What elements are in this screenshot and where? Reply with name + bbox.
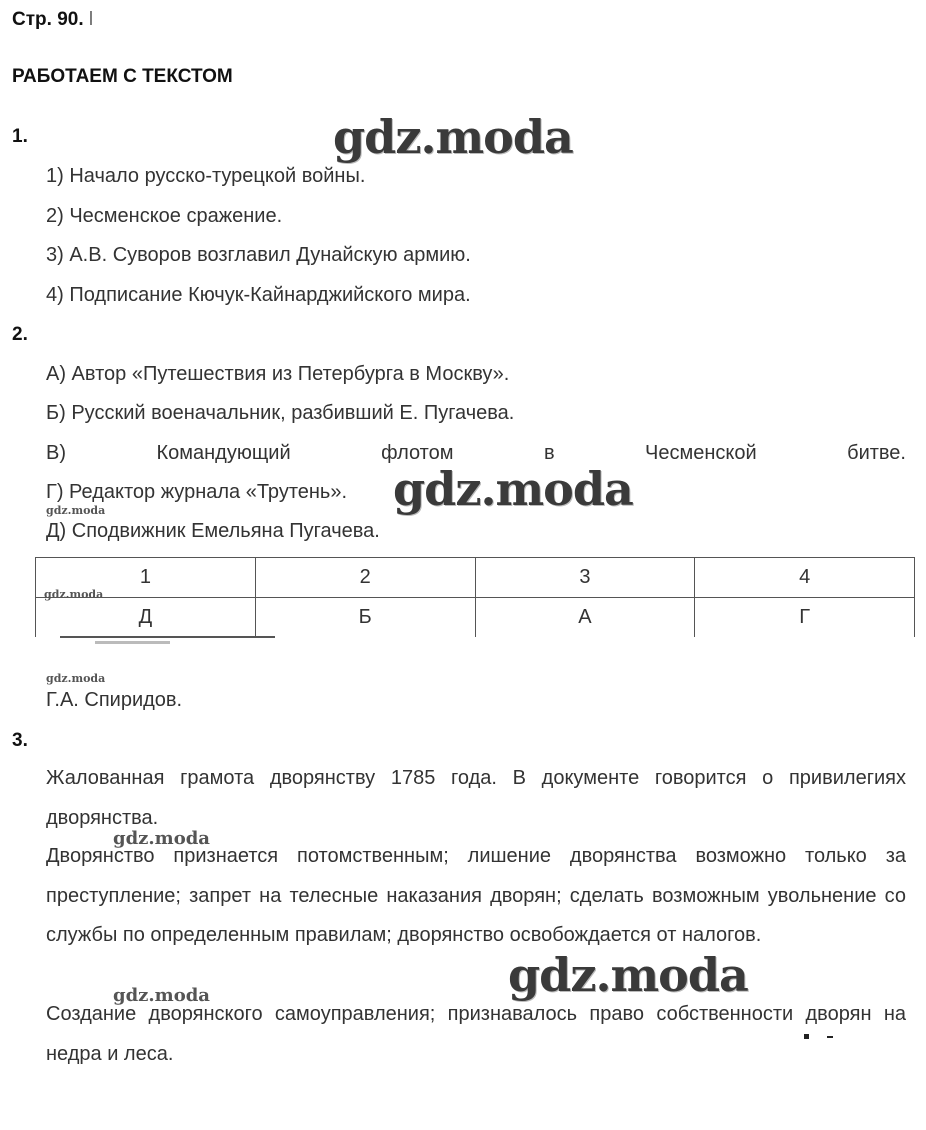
q2-item-v-word: В) <box>46 442 66 464</box>
q2-item-v-word: Командующий <box>156 442 291 464</box>
q2-item-v-word: битве. <box>847 442 906 464</box>
stray-mark <box>827 1036 833 1038</box>
answer-table-cell: Д <box>36 598 256 638</box>
page-header-text: Стр. 90. <box>12 9 84 30</box>
q2-item-g: Г) Редактор журнала «Трутень». <box>46 481 348 503</box>
q1-item-3: 3) А.В. Суворов возглавил Дунайскую армию. <box>46 244 471 266</box>
watermark-large: gdz.moda <box>393 462 633 516</box>
watermark-small: gdz.moda <box>46 504 106 517</box>
watermark-large: gdz.moda <box>508 948 748 1002</box>
q3-paragraph-3: Создание дворянского самоуправления; признавалось право собственности дворян на недра и леса. <box>46 1003 906 1065</box>
q1-item-2: 2) Чесменское сражение. <box>46 205 283 227</box>
q3-number: 3. <box>12 730 28 751</box>
section-title: РАБОТАЕМ С ТЕКСТОМ <box>12 66 233 87</box>
q1-number: 1. <box>12 126 28 147</box>
q2-item-v-word: флотом <box>381 442 454 464</box>
answer-table-cell: Г <box>695 598 915 638</box>
watermark-medium: gdz.moda <box>113 985 210 1006</box>
page-header <box>12 9 93 31</box>
watermark-small: gdz.moda <box>44 588 104 601</box>
torn-edge-fragment <box>95 641 170 644</box>
watermark-medium: gdz.moda <box>113 828 210 849</box>
answer-table-header-cell: 3 <box>475 558 695 598</box>
watermark-large: gdz.moda <box>333 110 573 164</box>
answer-table-header-cell: 1 <box>36 558 256 598</box>
answer-table <box>35 557 915 637</box>
answer-table-cell: Б <box>255 598 475 638</box>
answer-table-row <box>36 598 915 638</box>
q2-item-b: Б) Русский военачальник, разбивший Е. Пугачева. <box>46 402 515 424</box>
answer-table-header-cell: 4 <box>695 558 915 598</box>
stray-mark <box>804 1034 809 1039</box>
torn-edge-line <box>60 636 275 638</box>
answer-table-header-cell: 2 <box>255 558 475 598</box>
q1-item-1: 1) Начало русско-турецкой войны. <box>46 165 366 187</box>
watermark-small: gdz.moda <box>46 672 106 685</box>
answer-table-cell: А <box>475 598 695 638</box>
q3-paragraph-2: Дворянство признается потомственным; лишение дворянства возможно только за преступление; запрет на телесные наказания дворян; сделать возможным увольнение со службы по определенным правилам; дворянство освобождается от налогов. <box>46 845 906 946</box>
q2-number: 2. <box>12 324 28 345</box>
answer-table-header-row <box>36 558 915 598</box>
q3-paragraph-1: Жалованная грамота дворянству 1785 года. В документе говорится о привилегиях дворянства. <box>46 767 906 829</box>
q2-extra: Г.А. Спиридов. <box>46 689 183 711</box>
q1-item-4: 4) Подписание Кючук-Кайнарджийского мира. <box>46 284 471 306</box>
q2-item-v-word: в <box>543 442 555 464</box>
page-header-mark: l <box>88 9 94 30</box>
q2-item-a: А) Автор «Путешествия из Петербурга в Москву». <box>46 363 510 385</box>
q2-item-v-word: Чесменской <box>645 442 757 464</box>
q2-item-d: Д) Сподвижник Емельяна Пугачева. <box>46 520 380 542</box>
